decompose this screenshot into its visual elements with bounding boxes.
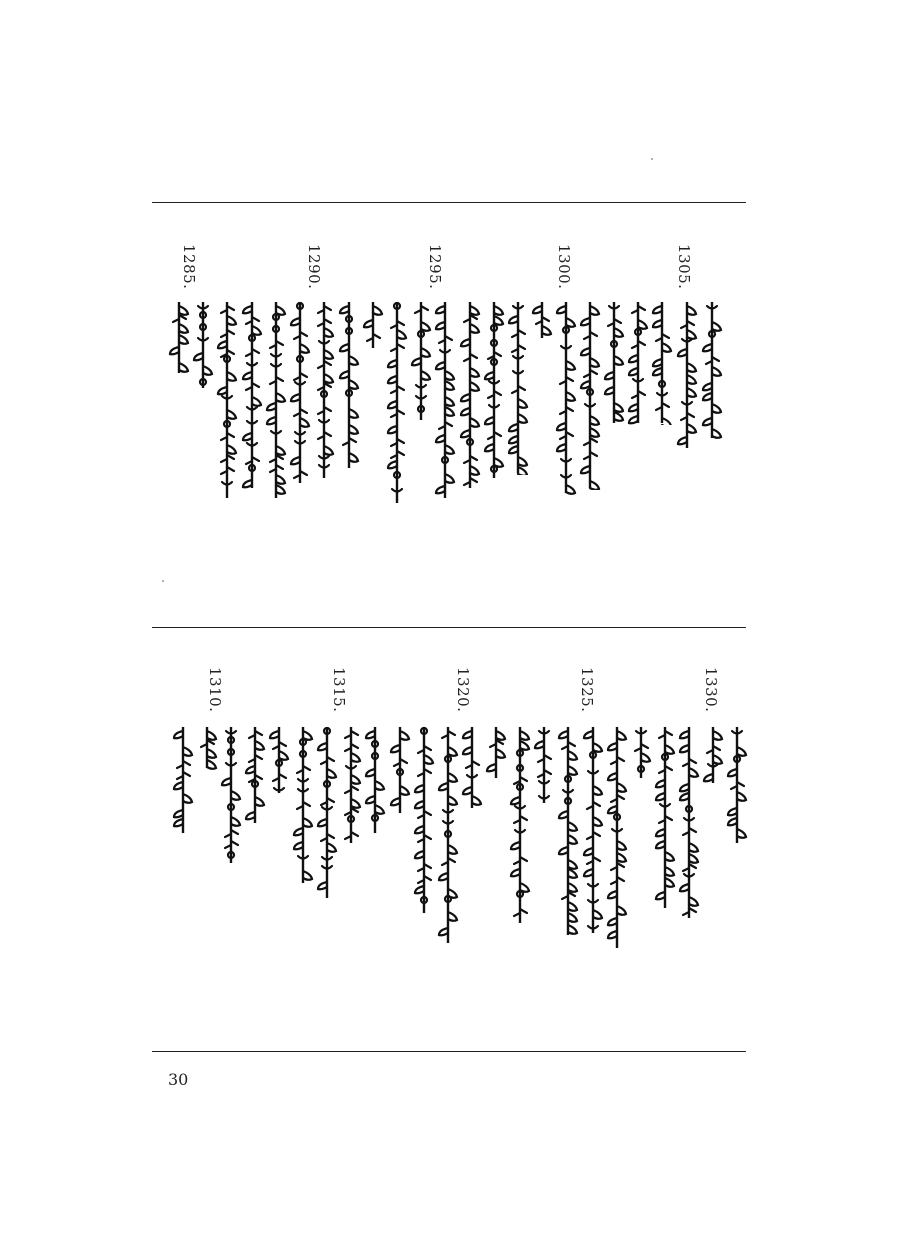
line-number: 1320.	[454, 667, 472, 713]
script-line	[701, 300, 723, 440]
script-line	[483, 300, 505, 480]
line-number: 1285.	[180, 244, 198, 290]
script-line	[509, 725, 531, 925]
line-number: 1325.	[578, 667, 596, 713]
script-line	[627, 300, 649, 425]
script-line	[192, 300, 214, 390]
script-line	[459, 300, 481, 490]
script-line	[579, 300, 601, 490]
line-number: 1295.	[426, 244, 444, 290]
line-number: 1305.	[675, 244, 693, 290]
script-line	[268, 725, 290, 795]
script-line	[582, 725, 604, 935]
script-line	[678, 725, 700, 920]
script-line	[413, 725, 435, 915]
script-line	[555, 300, 577, 495]
paper-speck	[162, 580, 164, 582]
script-line	[389, 725, 411, 815]
script-line	[654, 725, 676, 910]
script-line	[726, 725, 748, 845]
script-line	[196, 725, 218, 770]
script-line	[168, 300, 190, 375]
script-line	[531, 300, 553, 340]
script-line	[702, 725, 724, 785]
script-line	[676, 300, 698, 450]
script-line	[606, 725, 628, 950]
script-line	[603, 300, 625, 425]
line-number: 1315.	[330, 667, 348, 713]
script-line	[651, 300, 673, 425]
script-line	[244, 725, 266, 825]
script-line	[338, 300, 360, 470]
script-line	[292, 725, 314, 885]
page-number: 30	[168, 1070, 189, 1089]
script-line	[630, 725, 652, 780]
script-line	[289, 300, 311, 485]
script-line	[241, 300, 263, 490]
script-line	[461, 725, 483, 810]
line-number: 1310.	[206, 667, 224, 713]
middle-rule	[152, 627, 746, 628]
script-line	[216, 300, 238, 500]
script-line	[386, 300, 408, 505]
script-line	[437, 725, 459, 945]
script-line	[507, 300, 529, 475]
script-line	[220, 725, 242, 865]
script-line	[533, 725, 555, 805]
top-rule	[152, 202, 746, 203]
script-line	[410, 300, 432, 422]
bottom-rule	[152, 1051, 746, 1052]
script-line	[340, 725, 362, 845]
script-line	[313, 300, 335, 480]
script-line	[265, 300, 287, 500]
script-line	[316, 725, 338, 900]
line-number: 1290.	[305, 244, 323, 290]
script-line	[172, 725, 194, 835]
script-line	[557, 725, 579, 937]
script-line	[485, 725, 507, 780]
line-number: 1300.	[555, 244, 573, 290]
script-line	[362, 300, 384, 350]
paper-speck	[651, 158, 653, 160]
script-line	[364, 725, 386, 835]
script-line	[434, 300, 456, 500]
line-number: 1330.	[702, 667, 720, 713]
